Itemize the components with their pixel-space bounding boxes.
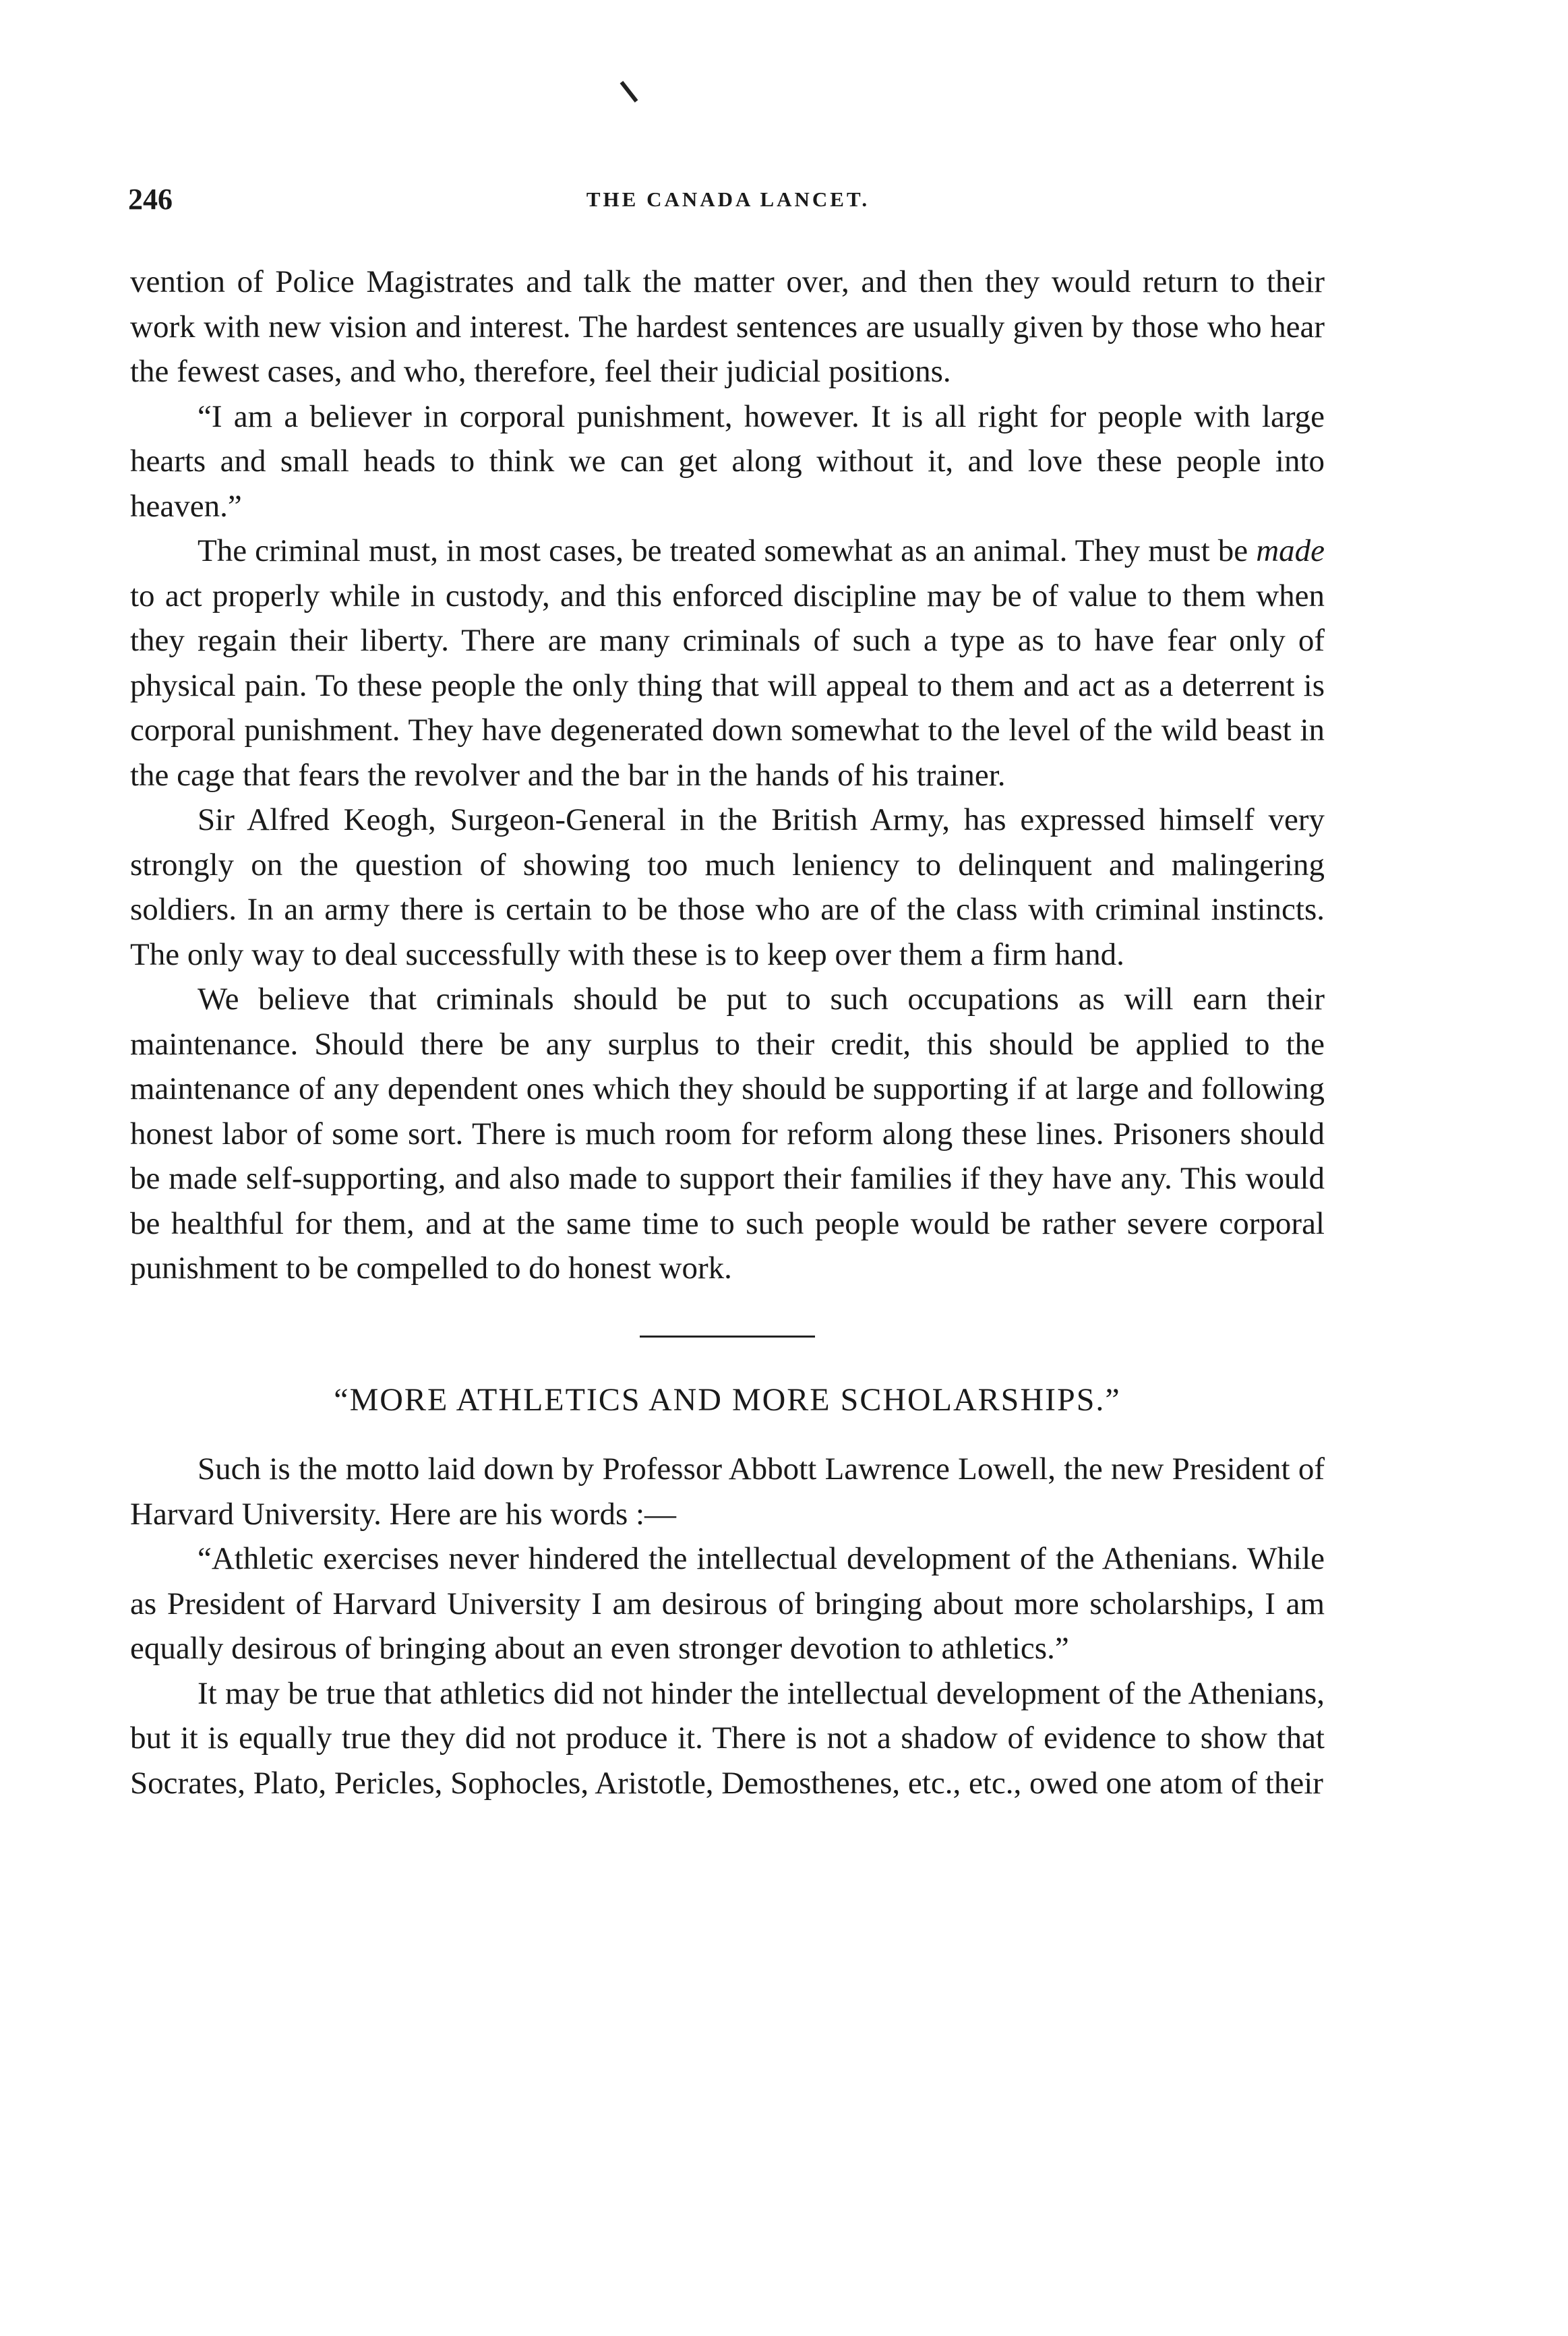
ink-mark bbox=[620, 81, 638, 102]
running-head: THE CANADA LANCET. bbox=[586, 187, 870, 211]
page-header bbox=[128, 182, 1328, 229]
paragraph-text: to act properly while in custody, and this enforced discipline may be of value to them when they regain their liberty. There are many criminals of such a type as to have fear only of physical pain. To these people the only thing that will appeal to them and act as a deterrent is corporal punishment. They have degenerated down somewhat to the level of the wild beast in the cage that fears the revolver and the bar in the hands of his trainer. bbox=[130, 578, 1325, 793]
paragraph bbox=[130, 529, 1325, 798]
paragraph: Such is the motto laid down by Professor Abbott Lawrence Lowell, the new President of Harvard University. Here are his words :— bbox=[130, 1451, 1325, 1532]
paragraph: “Athletic exercises never hindered the intellectual development of the Athenians. While as President of Harvard University I am desirous of bringing about more scholarships, I am equally desirous of bringing about an even stronger devotion to athletics.” bbox=[130, 1541, 1325, 1666]
paragraph: It may be true that athletics did not hinder the intellectual development of the Athenians, but it is equally true they did not produce it. There is not a shadow of evidence to show that Socrates, Plato, Pericles, Sophocles, Aristotle, Demosthenes, etc., etc., owed one atom of their bbox=[130, 1675, 1325, 1801]
paragraph: “I am a believer in corporal punishment, however. It is all right for people with large hearts and small heads to think we can get along without it, and love these people into heaven.” bbox=[130, 398, 1325, 524]
paragraph: Sir Alfred Keogh, Surgeon-General in the British Army, has expressed himself very strongly on the question of showing too much leniency to delinquent and malingering soldiers. In an army there is certain to be those who are of the class with criminal instincts. The only way to deal successfully with these is to keep over them a firm hand. bbox=[130, 802, 1325, 972]
paragraph: We believe that criminals should be put to such occupations as will earn their maintenance. Should there be any surplus to their credit, this should be applied to the maintenance of any dependent ones which they should be supporting if at large and following honest labor of some sort. There is much room for reform along these lines. Prisoners should be made self-supporting, and also made to support their families if they have any. This would be healthful for them, and at the same time to such people would be rather severe corporal punishment to be compelled to do honest work. bbox=[130, 982, 1325, 1286]
page-number: 246 bbox=[128, 183, 173, 216]
article-body bbox=[130, 260, 1325, 1805]
paragraph-text: The criminal must, in most cases, be treated somewhat as an animal. They must be bbox=[198, 533, 1257, 568]
paragraph: vention of Police Magistrates and talk the matter over, and then they would return to their work with new vision and interest. The hardest sentences are usually given by those who hear the fewest cases, and who, therefore, feel their judicial positions. bbox=[130, 264, 1325, 389]
emphasis: made bbox=[1256, 533, 1325, 568]
section-divider bbox=[640, 1336, 815, 1338]
section-title: “MORE ATHLETICS AND MORE SCHOLARSHIPS.” bbox=[334, 1381, 1121, 1418]
